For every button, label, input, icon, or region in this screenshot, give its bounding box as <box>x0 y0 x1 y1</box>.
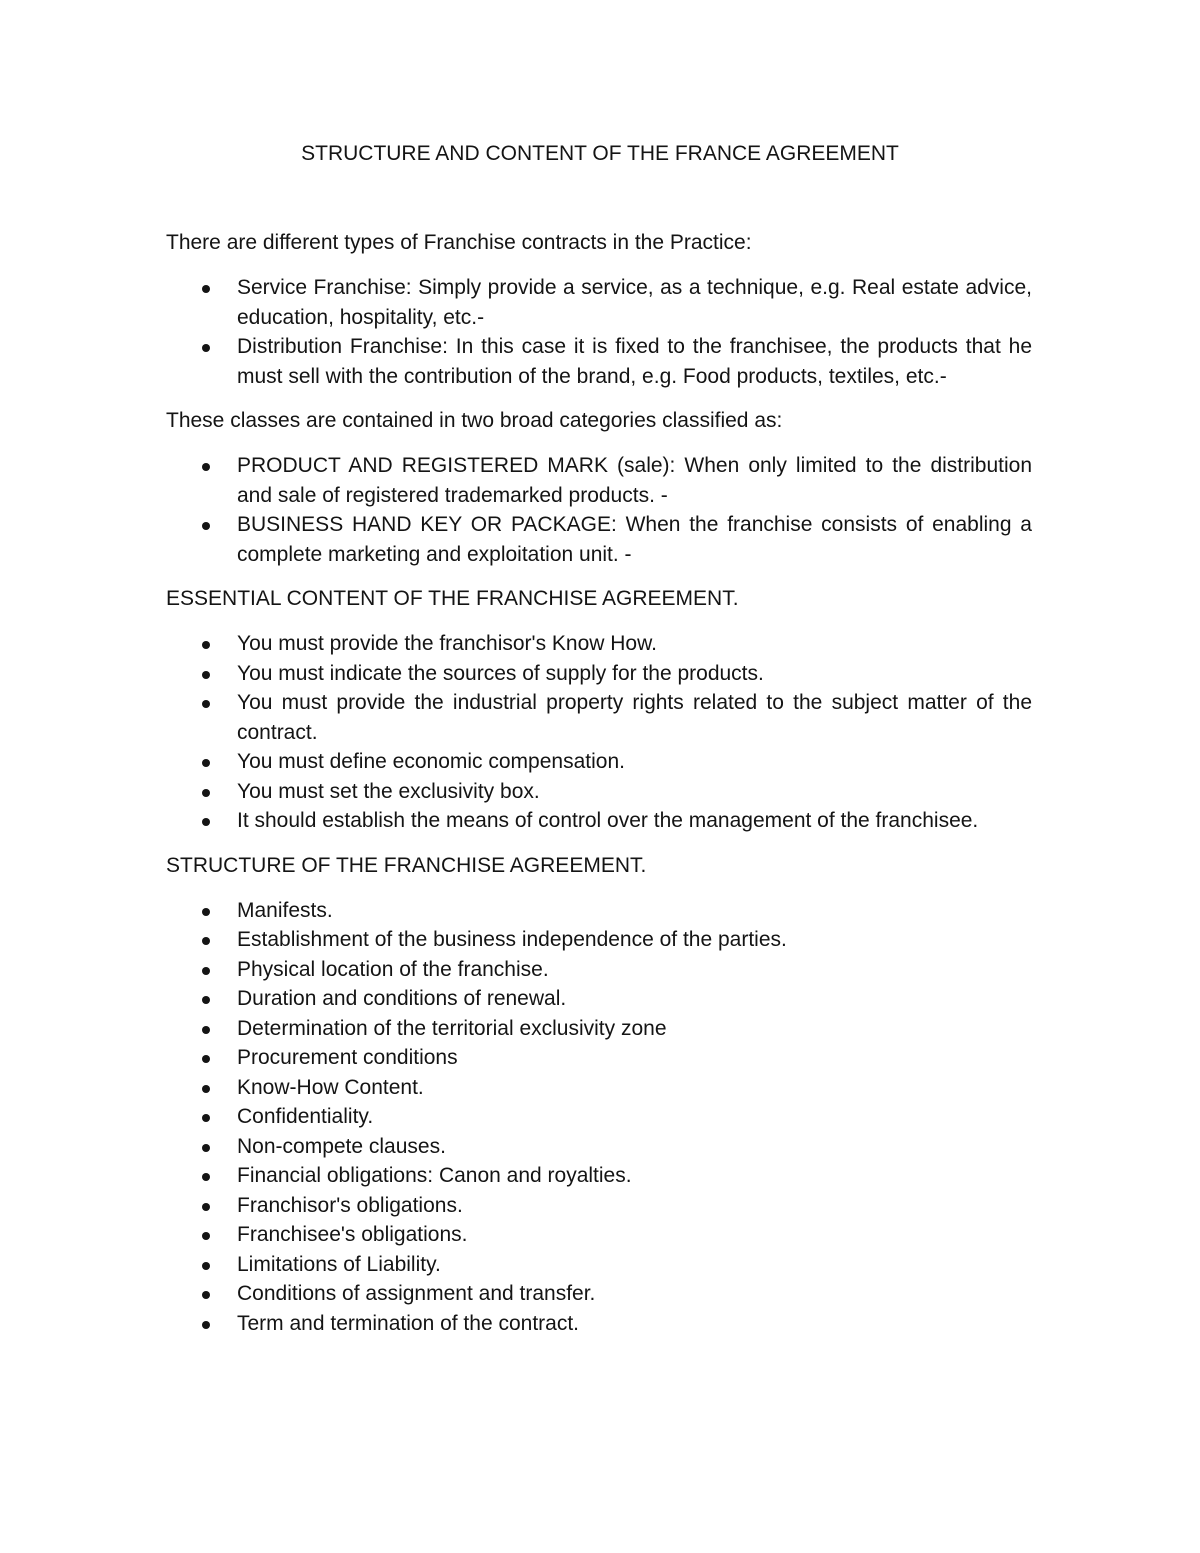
list-item: Duration and conditions of renewal. <box>166 984 1032 1014</box>
bullet-icon <box>202 671 210 679</box>
list-item: Distribution Franchise: In this case it is fixed to the franchisee, the products that he must sell with the contribution of the brand, e.g. Food products, textiles, etc.- <box>166 332 1032 391</box>
document-body <box>166 228 1032 1338</box>
list-item: Franchisor's obligations. <box>166 1191 1032 1221</box>
bullet-icon <box>202 759 210 767</box>
list-item: You must indicate the sources of supply for the products. <box>166 659 1032 689</box>
section-heading: STRUCTURE OF THE FRANCHISE AGREEMENT. <box>166 853 647 877</box>
bullet-icon <box>202 344 210 352</box>
bullet-icon <box>202 1291 210 1299</box>
section-intro: There are different types of Franchise contracts in the Practice: <box>166 231 752 254</box>
bullet-icon <box>202 789 210 797</box>
list-item: Manifests. <box>166 896 1032 926</box>
list-item: You must provide the franchisor's Know How. <box>166 629 1032 659</box>
bullet-icon <box>202 908 210 916</box>
contract-types-list <box>166 273 1032 391</box>
section-intro: These classes are contained in two broad categories classified as: <box>166 409 783 432</box>
list-item: Limitations of Liability. <box>166 1250 1032 1280</box>
list-item: Physical location of the franchise. <box>166 955 1032 985</box>
list-item: You must define economic compensation. <box>166 747 1032 777</box>
bullet-icon <box>202 1321 210 1329</box>
list-item: Know-How Content. <box>166 1073 1032 1103</box>
bullet-icon <box>202 1232 210 1240</box>
document-title: STRUCTURE AND CONTENT OF THE FRANCE AGREEMENT <box>301 142 899 165</box>
bullet-icon <box>202 522 210 530</box>
section-heading: ESSENTIAL CONTENT OF THE FRANCHISE AGREEMENT. <box>166 587 739 610</box>
list-item: Financial obligations: Canon and royalties. <box>166 1161 1032 1191</box>
list-item: Establishment of the business independence of the parties. <box>166 925 1032 955</box>
list-item: PRODUCT AND REGISTERED MARK (sale): When only limited to the distribution and sale of registered trademarked products. - <box>166 451 1032 510</box>
list-item: Term and termination of the contract. <box>166 1309 1032 1339</box>
bullet-icon <box>202 463 210 471</box>
bullet-icon <box>202 1085 210 1093</box>
list-item: Non-compete clauses. <box>166 1132 1032 1162</box>
bullet-icon <box>202 818 210 826</box>
categories-list <box>166 451 1032 569</box>
list-item: Franchisee's obligations. <box>166 1220 1032 1250</box>
list-item: Conditions of assignment and transfer. <box>166 1279 1032 1309</box>
list-item: Service Franchise: Simply provide a service, as a technique, e.g. Real estate advice, education, hospitality, etc.- <box>166 273 1032 332</box>
structure-list <box>166 896 1032 1339</box>
bullet-icon <box>202 937 210 945</box>
bullet-icon <box>202 1144 210 1152</box>
bullet-icon <box>202 641 210 649</box>
bullet-icon <box>202 1203 210 1211</box>
list-item: Determination of the territorial exclusivity zone <box>166 1014 1032 1044</box>
bullet-icon <box>202 996 210 1004</box>
bullet-icon <box>202 700 210 708</box>
bullet-icon <box>202 1114 210 1122</box>
list-item: Procurement conditions <box>166 1043 1032 1073</box>
bullet-icon <box>202 1026 210 1034</box>
essential-content-list <box>166 629 1032 836</box>
list-item: You must provide the industrial property rights related to the subject matter of the contract. <box>166 688 1032 747</box>
list-item: Confidentiality. <box>166 1102 1032 1132</box>
bullet-icon <box>202 1262 210 1270</box>
list-item: You must set the exclusivity box. <box>166 777 1032 807</box>
list-item: It should establish the means of control over the management of the franchisee. <box>166 806 1032 836</box>
bullet-icon <box>202 285 210 293</box>
list-item: BUSINESS HAND KEY OR PACKAGE: When the franchise consists of enabling a complete marketing and exploitation unit. - <box>166 510 1032 569</box>
bullet-icon <box>202 1055 210 1063</box>
bullet-icon <box>202 1173 210 1181</box>
bullet-icon <box>202 967 210 975</box>
